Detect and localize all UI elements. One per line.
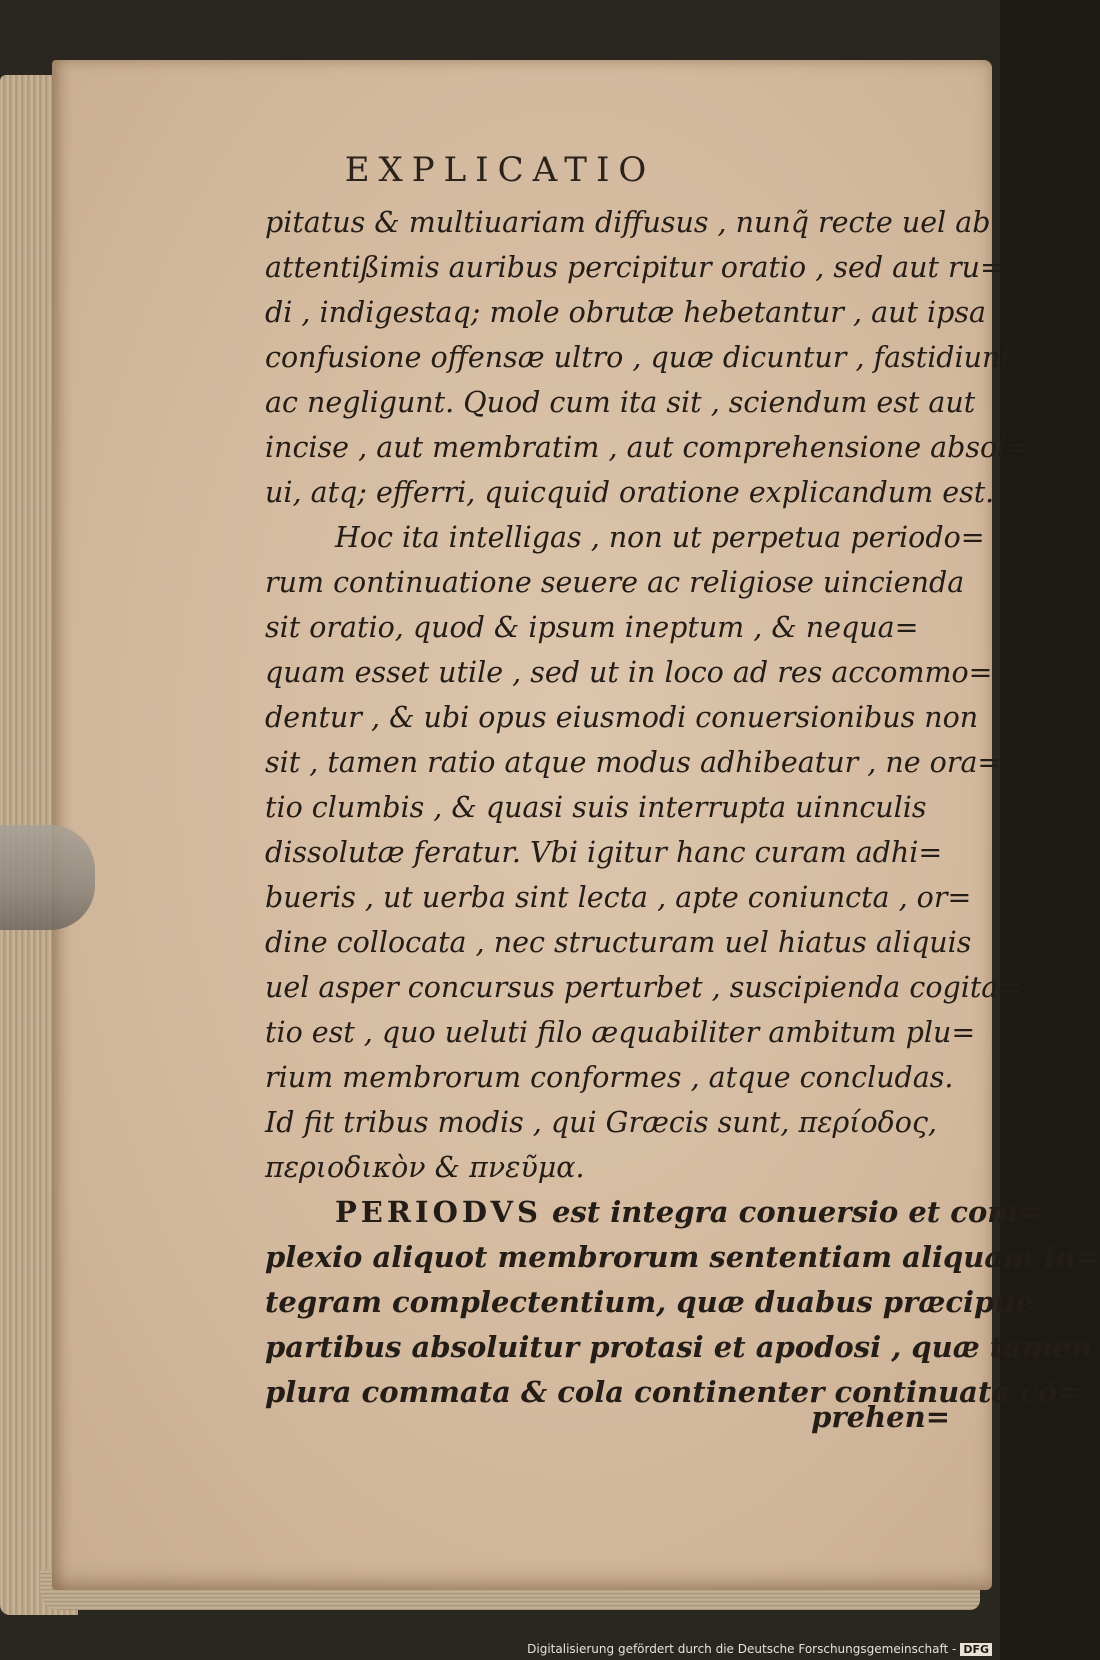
text-line: rum continuatione seuere ac religiose uincienda xyxy=(265,566,965,599)
text-line: rium membrorum conformes , atque concludas. xyxy=(265,1061,954,1094)
text-line: ui, atq; efferri, quicquid oratione explicandum est. xyxy=(265,476,995,509)
text-line: uel asper concursus perturbet , suscipienda cogita= xyxy=(265,971,1023,1004)
section-heading-word: PERIODVS xyxy=(335,1195,542,1229)
text-line: plura commata & cola continenter continuata cõ= xyxy=(265,1375,1082,1409)
text-line: di , indigestaq; mole obrutæ hebetantur , aut ipsa xyxy=(265,296,986,329)
text-line: ac negligunt. Quod cum ita sit , sciendum est aut xyxy=(265,386,976,419)
text-line: sit , tamen ratio atque modus adhibeatur , ne ora= xyxy=(265,746,1002,779)
text-line: περιοδικὸν & πνεῦμα. xyxy=(265,1151,585,1184)
text-line: dissolutæ feratur. Vbi igitur hanc curam adhi= xyxy=(265,836,943,869)
text-line: PERIODVS est integra conuersio et com= xyxy=(335,1195,1043,1229)
text-line: Hoc ita intelligas , non ut perpetua periodo= xyxy=(335,521,985,554)
text-line: attentißimis auribus percipitur oratio , sed aut ru= xyxy=(265,251,1004,284)
credit-text: Digitalisierung gefördert durch die Deutsche Forschungsgemeinschaft - xyxy=(527,1642,957,1656)
text-line: partibus absoluitur protasi et apodosi , quæ tamen xyxy=(265,1330,1093,1364)
running-head: EXPLICATIO xyxy=(344,150,656,190)
text-line: tegram complectentium, quæ duabus præcipue xyxy=(265,1285,1034,1319)
text-line: dine collocata , nec structuram uel hiatus aliquis xyxy=(265,926,972,959)
page-text xyxy=(265,200,1100,1415)
text-line: sit oratio, quod & ipsum ineptum , & nequa= xyxy=(265,611,919,644)
text-line: tio clumbis , & quasi suis interrupta uinnculis xyxy=(265,791,927,824)
text-line: dentur , & ubi opus eiusmodi conuersionibus non xyxy=(265,701,979,734)
text-line: pitatus & multiuariam diffusus , nunq̃ recte uel ab xyxy=(265,206,991,239)
text-line: tio est , quo ueluti filo æquabiliter ambitum plu= xyxy=(265,1016,976,1049)
dfg-logo: DFG xyxy=(960,1643,992,1656)
catchword: prehen= xyxy=(811,1400,950,1434)
text-line: incise , aut membratim , aut comprehensione absol= xyxy=(265,431,1031,464)
text-line: plexio aliquot membrorum sententiam aliquam in= xyxy=(265,1240,1100,1274)
text-line: quam esset utile , sed ut in loco ad res accommo= xyxy=(265,656,993,689)
text-line: Id fit tribus modis , qui Græcis sunt, περίοδος, xyxy=(265,1106,937,1139)
text-line: confusione offensæ ultro , quæ dicuntur , fastidiunt xyxy=(265,341,1012,374)
digitization-credit xyxy=(527,1642,992,1656)
text-line: bueris , ut uerba sint lecta , apte coniuncta , or= xyxy=(265,881,972,914)
page-clip xyxy=(0,825,95,930)
